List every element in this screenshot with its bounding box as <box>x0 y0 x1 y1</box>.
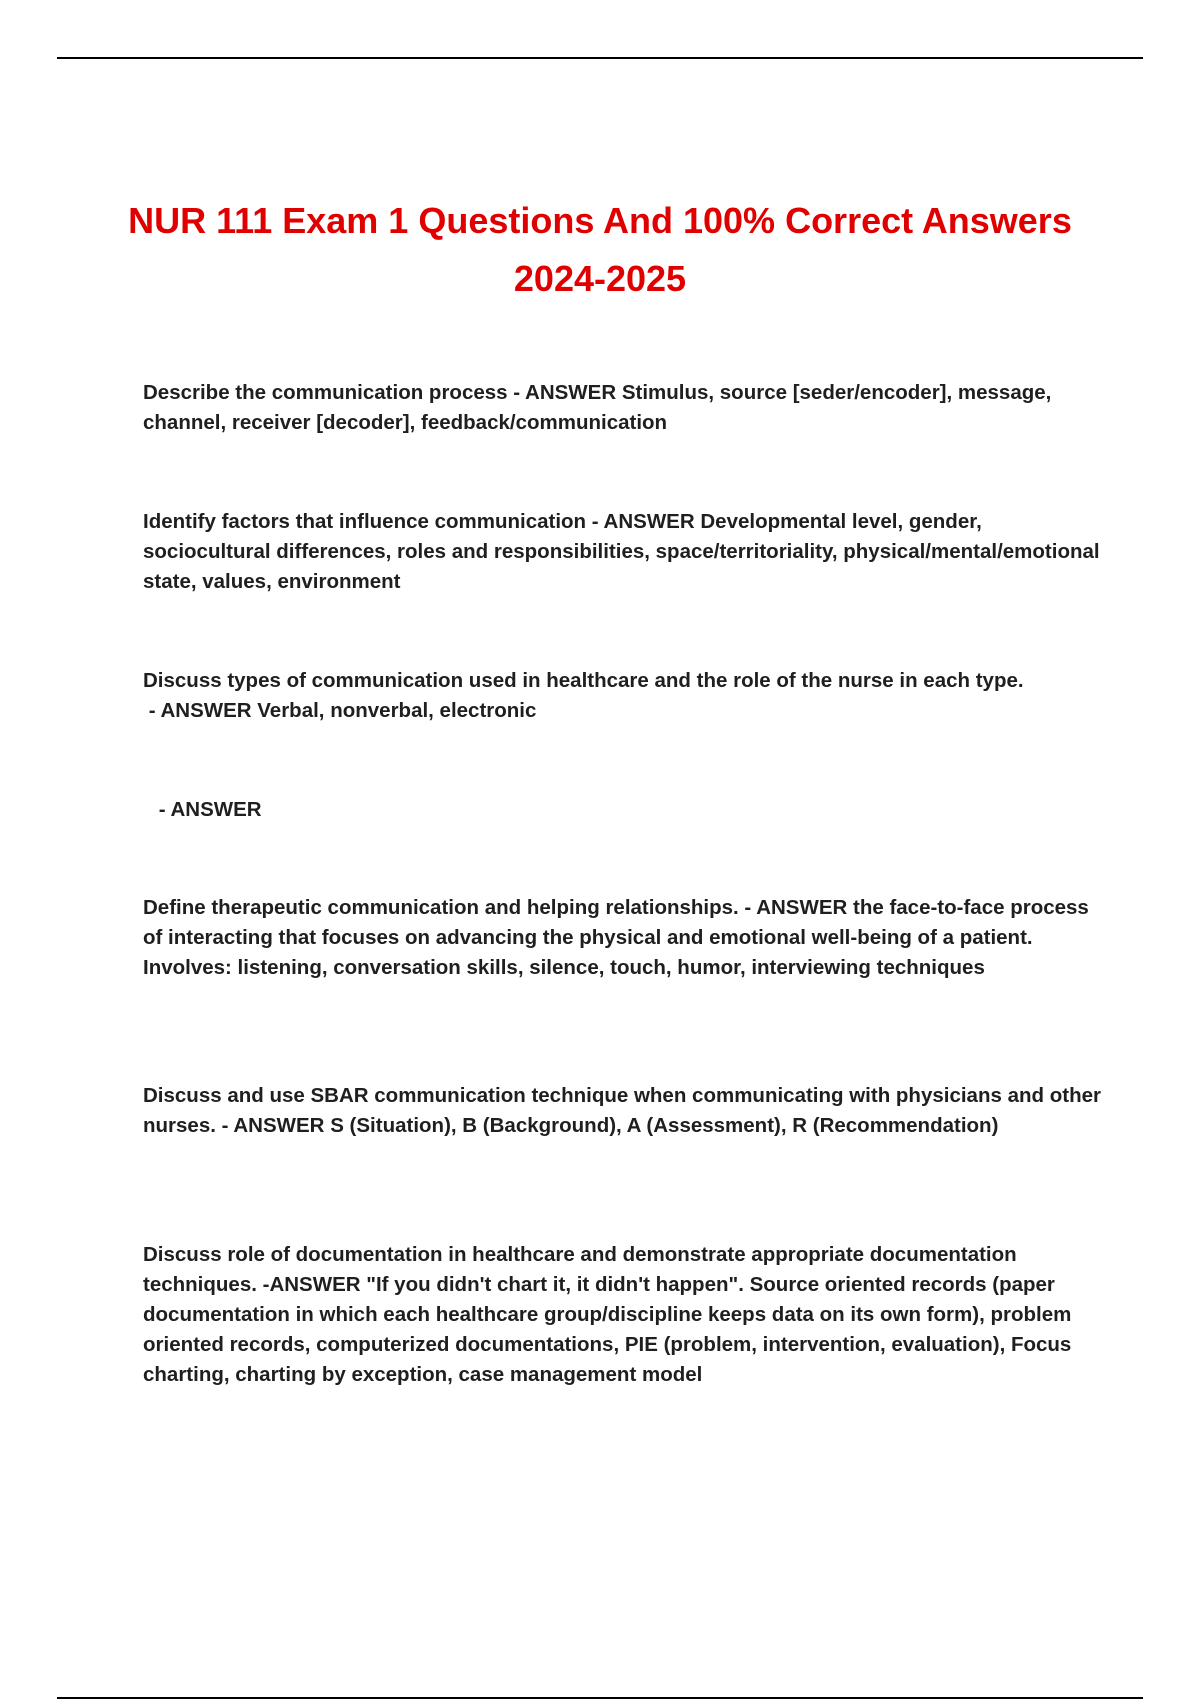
answer-separator: - ANSWER <box>586 510 701 533</box>
answer-separator: - ANSWER <box>738 896 853 919</box>
answer-separator: - ANSWER <box>143 699 258 722</box>
answer-text: Developmental level, gender, sociocultural differences, roles and responsibilities, space/territoriality, physical/mental/emotional state, values, environment <box>143 510 1100 593</box>
answer-text: "If you didn't chart it, it didn't happen". Source oriented records (paper documentation in which each healthcare group/discipline keeps data on its own form), problem oriented records, computerized documentations, PIE (problem, intervention, evaluation), Focus charting, charting by exception, case management model <box>143 1273 1072 1386</box>
document-title: NUR 111 Exam 1 Questions And 100% Correct Answers 2024-2025 <box>128 200 1072 299</box>
answer-text: Stimulus, source [seder/encoder], message, channel, receiver [decoder], feedback/communication <box>143 381 1052 434</box>
answer-separator: - ANSWER <box>215 1114 331 1137</box>
qa-item <box>143 893 1103 983</box>
qa-item <box>143 1081 1103 1141</box>
qa-item <box>143 378 1103 438</box>
answer-separator: - ANSWER <box>153 798 262 821</box>
question-text: Discuss and use SBAR communication technique when communicating with physicians and other nurses. <box>143 1084 1101 1137</box>
answer-text: the face-to-face process of interacting that focuses on advancing the physical and emotional well-being of a patient. Involves: listening, conversation skills, silence, touch, humor, interviewing techniques <box>143 896 1089 979</box>
qa-item <box>143 795 1113 825</box>
question-text: Define therapeutic communication and helping relationships. <box>143 896 739 919</box>
qa-item <box>143 1240 1103 1390</box>
question-text: Discuss types of communication used in healthcare and the role of the nurse in each type. <box>143 669 1024 692</box>
qa-item <box>143 507 1103 597</box>
top-rule <box>57 57 1143 59</box>
answer-separator: -ANSWER <box>256 1273 367 1296</box>
answer-separator: - ANSWER <box>507 381 622 404</box>
qa-item <box>143 666 1103 726</box>
question-text: Identify factors that influence communication <box>143 510 587 533</box>
question-text: Describe the communication process <box>143 381 508 404</box>
answer-text: S (Situation), B (Background), A (Assessment), R (Recommendation) <box>330 1114 999 1137</box>
question-text: Discuss role of documentation in healthcare and demonstrate appropriate documentation techniques. <box>143 1243 1017 1296</box>
bottom-rule <box>57 1697 1143 1699</box>
answer-text: Verbal, nonverbal, electronic <box>257 699 537 722</box>
